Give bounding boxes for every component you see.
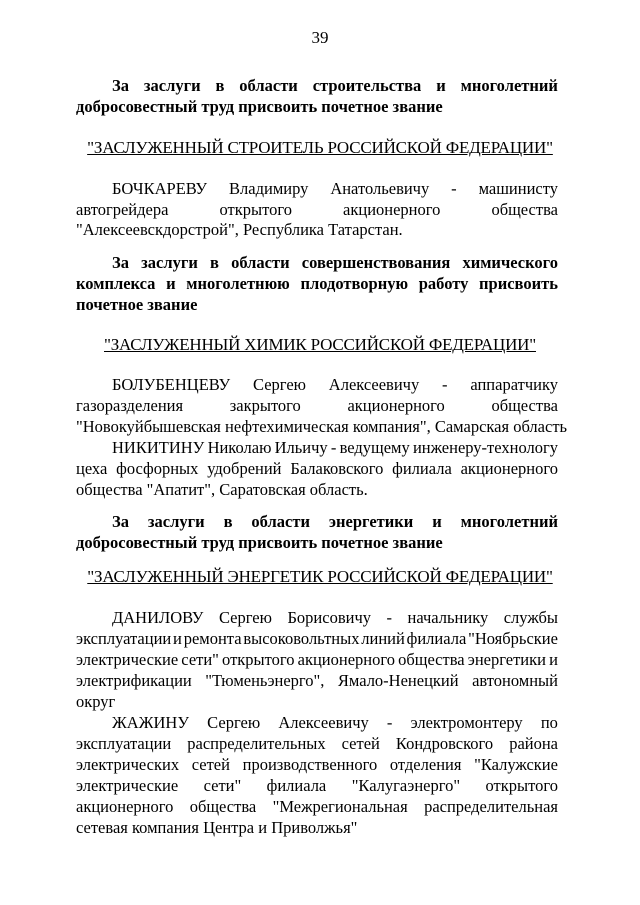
word: удобрений [207,459,282,478]
word: автономный [472,671,558,690]
word: электрические [76,776,179,795]
word: заслуги [141,253,198,272]
word: Сергею [207,713,261,732]
word: БОЧКАРЕВУ [112,179,208,198]
word: в [223,512,233,531]
word: Ямало-Ненецкий [337,671,459,690]
word: акционерного [347,396,445,415]
word: в [215,76,225,95]
word: заслуги [147,512,205,531]
word: За [112,76,129,95]
word: закрытого [229,396,301,415]
award-recipient-line [76,649,558,670]
decree-intro-line [112,252,558,273]
word: Ильичу [274,438,328,457]
decree-intro-line: добросовестный труд присвоить почетное звание [76,97,443,116]
award-recipient-line [112,374,558,395]
word: общества [491,396,558,415]
word: - [442,375,448,394]
award-recipient-line [112,712,558,733]
award-recipient-line: общества "Апатит", Саратовская область. [76,480,368,499]
word: цеха [76,459,108,478]
word: и [436,76,446,95]
word: акционерного [460,459,558,478]
word: области [251,512,310,531]
award-recipient-line [76,199,558,220]
word: машинисту [478,179,558,198]
word: комплекса [76,274,156,293]
word: присвоить [479,274,558,293]
word: эксплуатации [76,734,172,753]
award-recipient-line [76,796,558,817]
word: Анатольевичу [330,179,430,198]
word: по [540,713,558,732]
page-number: 39 [311,28,329,47]
word: автогрейдера [76,200,169,219]
word: линий [361,629,405,648]
word: ЖАЖИНУ [112,713,189,732]
word: "Калужские [474,755,558,774]
award-title: "ЗАСЛУЖЕННЫЙ СТРОИТЕЛЬ РОССИЙСКОЙ ФЕДЕРАЦИИ" [87,138,553,157]
word: высоковольтных [243,629,360,648]
award-recipient-line [76,458,558,479]
award-title: "ЗАСЛУЖЕННЫЙ ХИМИК РОССИЙСКОЙ ФЕДЕРАЦИИ" [104,335,536,354]
word: ремонта [183,629,242,648]
word: строительства [312,76,422,95]
word: ведущему [339,438,410,457]
word: филиала [406,629,467,648]
award-recipient-line [76,670,558,691]
word: открытого [485,776,558,795]
award-recipient-line: "Алексеевскдорстрой", Республика Татарстан. [76,220,403,239]
word: сетей [341,734,380,753]
word: службы [503,608,558,627]
word: заслуги [143,76,201,95]
word: Алексеевичу [278,713,369,732]
word: и [432,512,442,531]
word: энергетики [467,650,546,669]
word: За [112,512,129,531]
word: открытого [219,200,292,219]
award-recipient-line [112,178,558,199]
word: Сергею [252,375,306,394]
word: химического [462,253,558,272]
word: Алексеевичу [328,375,420,394]
award-recipient-line: округ [76,692,116,711]
word: сетей [191,755,230,774]
word: газоразделения [76,396,184,415]
word: и [549,650,558,669]
word: электрические [76,650,179,669]
word: производственного [242,755,378,774]
award-recipient-line [76,775,558,796]
decree-intro-line [112,511,558,532]
word: Сергею [218,608,272,627]
word: Николаю [207,438,272,457]
word: и [173,629,182,648]
word: плодотворную [300,274,409,293]
award-recipient-line: сетевая компания Центра и Приволжья" [76,818,358,837]
word: акционерного [76,797,174,816]
word: начальнику [407,608,489,627]
word: - [330,438,337,457]
word: совершенствования [301,253,451,272]
word: аппаратчику [470,375,558,394]
word: - [386,713,393,732]
word: филиала [392,459,452,478]
word: акционерного [343,200,441,219]
word: энергетики [328,512,414,531]
word: области [231,253,290,272]
word: НИКИТИНУ [112,438,205,457]
word: открытого [222,650,295,669]
word: и [166,274,176,293]
word: фосфорных [116,459,199,478]
award-recipient-line [76,754,558,775]
word: работу [418,274,469,293]
word: распределительная [424,797,558,816]
word: общества [189,797,257,816]
word: многолетнюю [186,274,290,293]
word: общества [491,200,558,219]
word: электрических [76,755,180,774]
word: отделения [389,755,462,774]
word: электрификации [76,671,192,690]
word: электромонтеру [410,713,523,732]
word: Кондровского [395,734,494,753]
word: "Калугаэнерго" [351,776,461,795]
word: филиала [266,776,327,795]
word: в [210,253,219,272]
award-recipient-line [76,733,558,754]
decree-intro-line: добросовестный труд присвоить почетное звание [76,533,443,552]
award-recipient-line [76,628,558,649]
word: "Межрегиональная [272,797,408,816]
award-recipient-line: "Новокуйбышевская нефтехимическая компания", Самарская область [76,417,568,436]
word: области [239,76,298,95]
word: Борисовичу [287,608,372,627]
word: сети" [181,650,219,669]
word: "Ноябрьские [468,629,558,648]
word: эксплуатации [76,629,172,648]
word: БОЛУБЕНЦЕВУ [112,375,231,394]
award-recipient-line [76,395,558,416]
decree-intro-line [76,273,558,294]
word: ДАНИЛОВУ [112,608,204,627]
decree-intro-line [112,75,558,96]
word: общества [398,650,465,669]
word: Владимиру [229,179,309,198]
word: - [386,608,393,627]
decree-intro-line: почетное звание [76,295,198,314]
word: многолетний [460,512,558,531]
word: инженеру-технологу [412,438,558,457]
word: Балаковского [290,459,384,478]
word: "Тюменьэнерго", [205,671,325,690]
award-recipient-line [112,607,558,628]
word: сети" [203,776,242,795]
award-recipient-line [112,437,558,458]
award-title: "ЗАСЛУЖЕННЫЙ ЭНЕРГЕТИК РОССИЙСКОЙ ФЕДЕРАЦИИ" [87,567,553,586]
word: распределительных [187,734,326,753]
word: - [451,179,457,198]
word: района [509,734,558,753]
word: За [112,253,129,272]
word: акционерного [297,650,395,669]
word: многолетний [460,76,558,95]
